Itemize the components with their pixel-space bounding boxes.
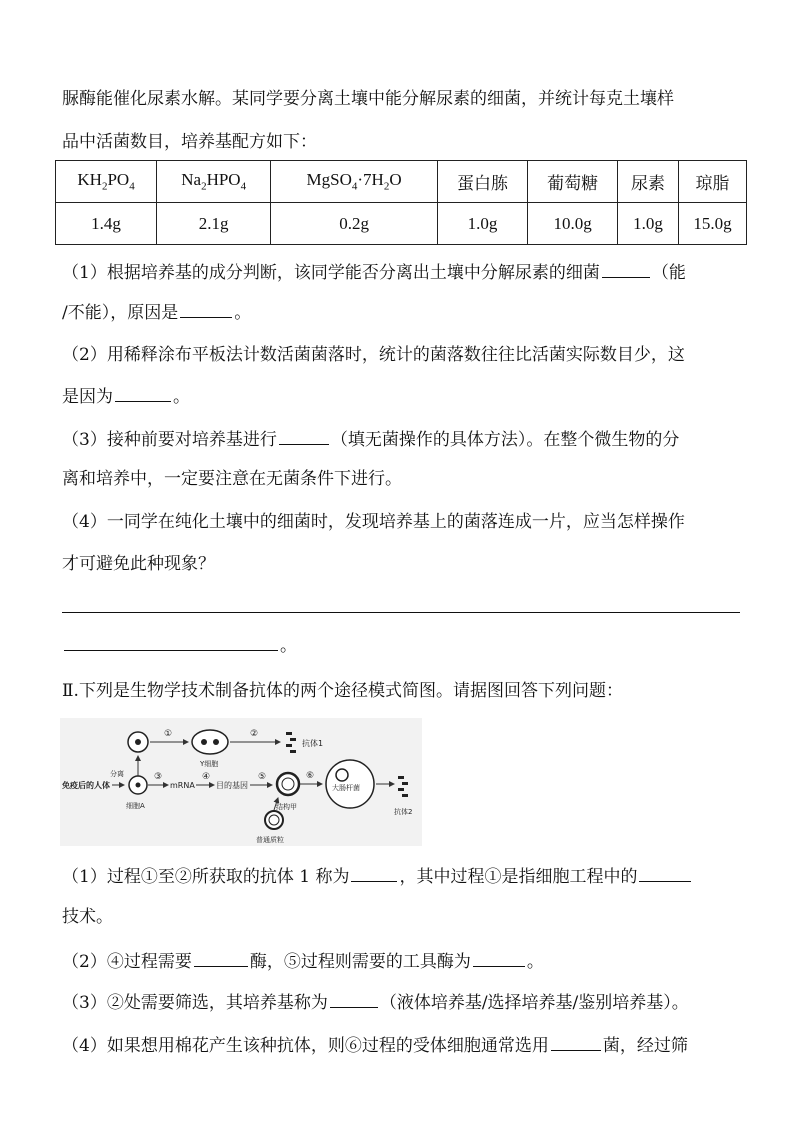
cell-a-icon <box>129 776 147 794</box>
question-text: （1）过程①至②所获取的抗体 1 称为 <box>62 867 350 887</box>
antibody-2-label: 抗体2 <box>394 808 413 816</box>
question-text: /不能），原因是 <box>62 303 179 323</box>
part1-question-1-line-1 <box>62 261 686 284</box>
question-text: 。 <box>234 303 252 323</box>
question-text: （3）②处需要筛选，其培养基称为 <box>62 993 328 1013</box>
answer-blank[interactable] <box>330 991 378 1008</box>
target-gene-label: 目的基因 <box>216 781 248 790</box>
table-cell: 15.0g <box>678 203 746 245</box>
answer-line[interactable] <box>62 612 740 613</box>
step-6-label: ⑥ <box>306 771 315 781</box>
table-cell: 1.0g <box>437 203 527 245</box>
intro-line-1: 脲酶能催化尿素水解。某同学要分离土壤中能分解尿素的细菌，并统计每克土壤样 <box>62 89 674 109</box>
answer-blank[interactable] <box>194 950 248 967</box>
table-header-cell: 尿素 <box>618 161 679 203</box>
cell-a-label: 细胞A <box>126 802 145 810</box>
question-text: 。 <box>173 387 190 407</box>
intro-line-2: 品中活菌数目，培养基配方如下： <box>62 132 317 152</box>
ecoli-label: 大肠杆菌 <box>332 784 360 792</box>
answer-blank[interactable] <box>64 634 278 651</box>
table-cell: 1.0g <box>618 203 679 245</box>
isolated-cell-icon <box>128 732 148 752</box>
question-text: （液体培养基/选择培养基/鉴别培养基）。 <box>379 993 689 1013</box>
plasmid-label: 普通质粒 <box>256 836 284 844</box>
step-2-label: ② <box>250 729 259 739</box>
antibody-preparation-diagram <box>60 718 422 846</box>
plasmid-icon <box>265 811 283 829</box>
part2-heading: Ⅱ.下列是生物学技术制备抗体的两个途径模式简图。请据图回答下列问题： <box>62 681 623 701</box>
question-text: （4）如果想用棉花产生该种抗体，则⑥过程的受体细胞通常选用 <box>62 1036 549 1056</box>
table-header-row <box>56 161 747 203</box>
answer-blank[interactable] <box>602 261 650 278</box>
part1-question-4-line-1: （4）一同学在纯化土壤中的细菌时，发现培养基上的菌落连成一片，应当怎样操作 <box>62 512 685 532</box>
part1-question-2-line-2 <box>62 385 190 408</box>
answer-blank[interactable] <box>180 301 232 318</box>
step-5-label: ⑤ <box>258 772 267 782</box>
step-3-label: ③ <box>154 772 163 782</box>
part1-question-4-answer-line <box>62 634 297 657</box>
part1-question-2-line-1: （2）用稀释涂布平板法计数活菌菌落时，统计的菌落数往往比活菌实际数目少，这 <box>62 345 685 365</box>
table-cell: 0.2g <box>271 203 438 245</box>
step-1-label: ① <box>164 729 173 739</box>
part2-question-4 <box>62 1034 688 1057</box>
mrna-label: mRNA <box>170 781 195 790</box>
question-text: （3）接种前要对培养基进行 <box>62 430 277 450</box>
question-text: （1）根据培养基的成分判断，该同学能否分离出土壤中分解尿素的细菌 <box>62 263 600 283</box>
table-header-cell: $Na_2HPO_4$ <box>157 161 271 203</box>
part1-question-3-line-2: 离和培养中，一定要注意在无菌条件下进行。 <box>62 469 402 489</box>
table-value-row <box>56 203 747 245</box>
part1-question-3-line-1 <box>62 428 679 451</box>
question-text: 酶，⑤过程则需要的工具酶为 <box>249 952 471 972</box>
answer-blank[interactable] <box>639 865 691 882</box>
source-label: 免疫后的人体 <box>62 781 110 790</box>
structure-a-icon <box>277 773 299 795</box>
y-cell-label: Y细胞 <box>200 760 219 768</box>
step-4-label: ④ <box>202 772 211 782</box>
table-cell: 10.0g <box>528 203 618 245</box>
question-text: （能 <box>651 263 686 283</box>
table-header-cell: $KH_2PO_4$ <box>56 161 157 203</box>
question-text: （填无菌操作的具体方法）。在整个微生物的分 <box>330 430 680 450</box>
antibody-1-label: 抗体1 <box>302 739 324 748</box>
table-header-cell: 蛋白胨 <box>437 161 527 203</box>
question-text: ，其中过程①是指细胞工程中的 <box>399 867 638 887</box>
answer-blank[interactable] <box>473 950 525 967</box>
separate-label: 分离 <box>110 770 124 778</box>
answer-blank[interactable] <box>279 428 329 445</box>
question-text: 菌，经过筛 <box>602 1036 688 1056</box>
table-header-cell: 琼脂 <box>678 161 746 203</box>
medium-recipe-table <box>55 160 747 245</box>
part1-question-4-line-2: 才可避免此种现象？ <box>62 554 215 574</box>
answer-blank[interactable] <box>551 1034 601 1051</box>
answer-blank[interactable] <box>351 865 397 882</box>
part2-question-1-line-2: 技术。 <box>62 907 113 927</box>
question-text: 。 <box>280 636 297 656</box>
structure-a-label: 结构甲 <box>276 803 297 811</box>
part1-question-1-line-2 <box>62 301 251 324</box>
table-cell: 2.1g <box>157 203 271 245</box>
table-cell: 1.4g <box>56 203 157 245</box>
table-header-cell: $MgSO_4\cdot 7H_2O$ <box>271 161 438 203</box>
question-text: 。 <box>526 952 544 972</box>
table-header-cell: 葡萄糖 <box>528 161 618 203</box>
question-text: 是因为 <box>62 387 113 407</box>
answer-blank[interactable] <box>115 385 171 402</box>
part2-question-1-line-1 <box>62 865 693 888</box>
question-text: （2）④过程需要 <box>62 952 192 972</box>
part2-question-2 <box>62 950 544 973</box>
y-cell-icon <box>192 730 228 754</box>
part2-question-3 <box>62 991 689 1014</box>
